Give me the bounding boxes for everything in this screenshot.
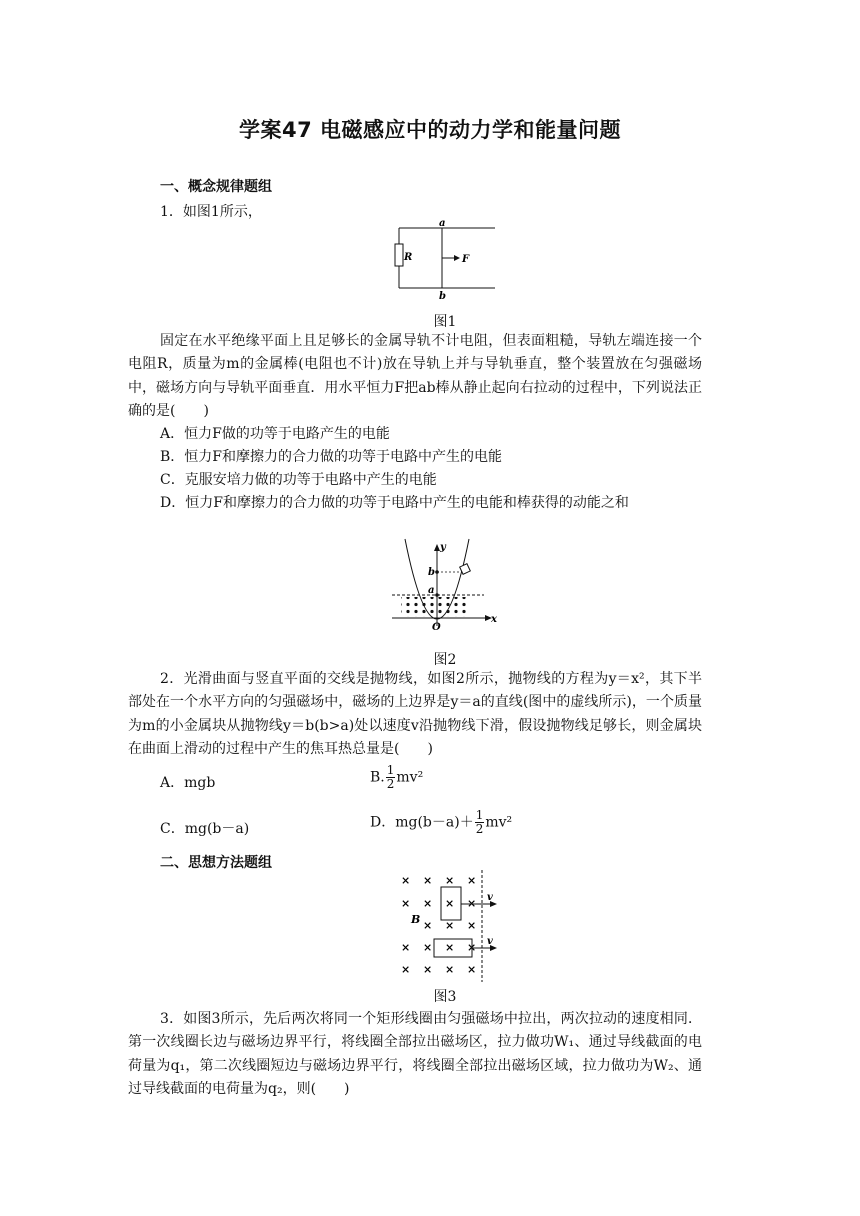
svg-text:×: ×	[423, 919, 433, 932]
fraction-half-d	[475, 809, 485, 836]
label-O: O	[432, 622, 441, 633]
option-b-prefix: B.	[370, 769, 385, 786]
question-1-intro: 1．如图1所示，	[160, 204, 262, 220]
figure-1-caption: 图1	[433, 314, 457, 330]
svg-text:×: ×	[401, 941, 411, 954]
label-v-1: v	[487, 892, 493, 903]
label-R: R	[404, 252, 413, 263]
svg-text:×: ×	[423, 941, 433, 954]
svg-text:×: ×	[467, 897, 477, 910]
figure-3-caption: 图3	[433, 989, 457, 1005]
label-F: F	[462, 254, 470, 265]
svg-text:×: ×	[423, 897, 433, 910]
label-b: b	[439, 291, 446, 302]
section-heading-2: 二、思想方法题组	[160, 855, 272, 871]
label-y: y	[440, 542, 446, 553]
fraction-denominator: 2	[475, 822, 484, 836]
svg-text:×: ×	[467, 941, 477, 954]
question-3-text: 3．如图3所示，先后两次将同一个矩形线圈由匀强磁场中拉出，两次拉动的速度相同．第一次线圈长边与磁场边界平行，将线圈全部拉出磁场区，拉力做功W₁、通过导线截面的电荷量为q₁，第二次线圈短边与磁场边界平行，将线圈全部拉出磁场区域，拉力做功为W₂、通过导线截面的电荷量为q₂，则( )	[128, 1011, 702, 1097]
fraction-half-b	[386, 764, 396, 791]
question-2-option-c: C．mg(b－a)	[160, 821, 250, 837]
force-arrowhead	[454, 255, 460, 261]
svg-text:×: ×	[445, 897, 455, 910]
svg-text:×: ×	[467, 963, 477, 976]
svg-text:×: ×	[423, 874, 433, 887]
figure-2-caption: 图2	[433, 652, 457, 668]
question-2-text: 2．光滑曲面与竖直平面的交线是抛物线，如图2所示，抛物线的方程为y＝x²，其下半部处在一个水平方向的匀强磁场中，磁场的上边界是y＝a的直线(图中的虚线所示)，一个质量为m的小金属块从抛物线y＝b(b>a)处以速度v沿抛物线下滑，假设抛物线足够长，则金属块在曲面上滑动的过程中产生的焦耳热总量是( )	[128, 671, 702, 757]
svg-text:×: ×	[401, 874, 411, 887]
point-a	[435, 593, 439, 597]
svg-text:×: ×	[401, 897, 411, 910]
svg-text:×: ×	[467, 874, 477, 887]
question-1-text: 固定在水平绝缘平面上且足够长的金属导轨不计电阻，但表面粗糙，导轨左端连接一个电阻R，质量为m的金属棒(电阻也不计)放在导轨上并与导轨垂直，整个装置放在匀强磁场中，磁场方向与导轨平面垂直．用水平恒力F把ab棒从静止起向右拉动的过程中，下列说法正确的是( )	[128, 333, 702, 419]
label-B: B	[411, 913, 421, 926]
section-heading-1: 一、概念规律题组	[160, 179, 272, 195]
question-1-option-a: A．恒力F做的功等于电路产生的电能	[160, 426, 390, 442]
svg-text:×: ×	[423, 963, 433, 976]
fraction-denominator: 2	[386, 777, 395, 791]
svg-text:×: ×	[445, 941, 455, 954]
label-a: a	[439, 220, 446, 229]
svg-text:×: ×	[445, 963, 455, 976]
magnetic-field-dots	[401, 597, 467, 617]
svg-text:×: ×	[445, 874, 455, 887]
page-title: 学案47 电磁感应中的动力学和能量问题	[238, 118, 622, 142]
svg-text:×: ×	[401, 963, 411, 976]
option-d-prefix: D．mg(b－a)＋	[370, 814, 474, 831]
option-d-suffix: mv²	[485, 814, 513, 831]
resistor	[395, 244, 403, 266]
fraction-numerator: 1	[475, 808, 484, 822]
figure-2-parabola	[388, 538, 500, 634]
question-2-option-a: A．mgb	[160, 775, 216, 791]
question-2-option-d	[370, 809, 512, 836]
figure-1-circuit	[390, 220, 500, 302]
question-1-option-d: D．恒力F和摩擦力的合力做的功等于电路中产生的电能和棒获得的动能之和	[160, 495, 629, 511]
label-v-2: v	[487, 936, 493, 947]
figure-3-magnetic-field	[392, 868, 504, 984]
svg-text:×: ×	[445, 919, 455, 932]
fraction-numerator: 1	[386, 763, 395, 777]
svg-text:×: ×	[467, 919, 477, 932]
option-b-suffix: mv²	[396, 769, 424, 786]
question-2-option-b	[370, 764, 423, 791]
point-b	[435, 570, 439, 574]
label-a-axis: a	[428, 585, 435, 596]
label-x: x	[491, 614, 497, 625]
question-1-option-b: B．恒力F和摩擦力的合力做的功等于电路中产生的电能	[160, 449, 503, 465]
question-1-option-c: C．克服安培力做的功等于电路中产生的电能	[160, 472, 437, 488]
label-b-axis: b	[428, 567, 435, 578]
